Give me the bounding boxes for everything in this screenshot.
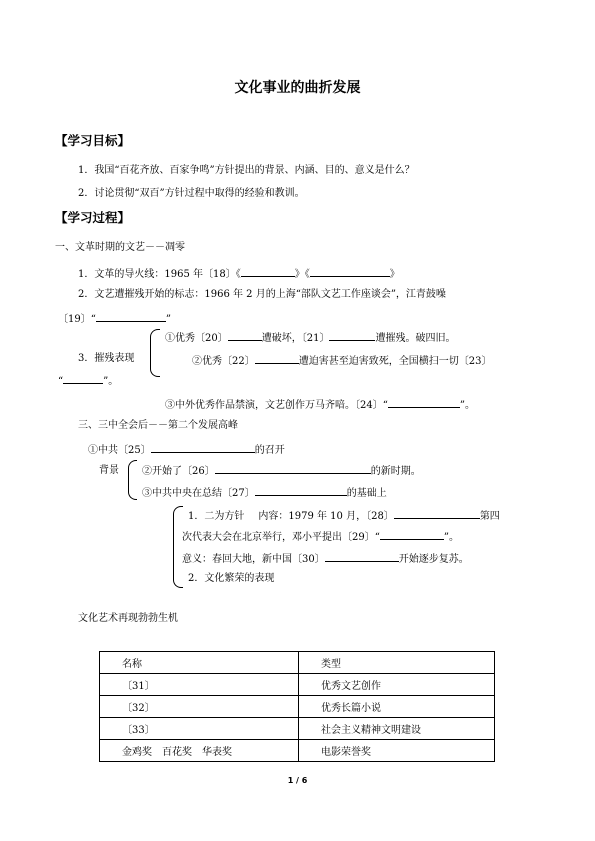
table-header-row xyxy=(100,652,495,674)
f3-text-a: 意义：春回大地，新中国〔30〕 xyxy=(182,554,325,565)
cell-name[interactable]: 〔33〕 xyxy=(100,718,299,740)
f1-text-b: 内容：1979 年 10 月，〔28〕 xyxy=(258,511,394,522)
cell-type: 优秀长篇小说 xyxy=(299,696,495,718)
blank-27[interactable] xyxy=(255,485,347,496)
table-row xyxy=(100,696,495,718)
f3-text-b: 开始逐步复苏。 xyxy=(398,554,469,565)
f2-text-a: 次代表大会在北京举行，邓小平提出〔29〕“ xyxy=(182,532,380,543)
process-heading: 【学习过程】 xyxy=(55,210,131,225)
f1-text-c: 第四 xyxy=(479,511,500,522)
b1-text-b: 遭破坏，〔21〕 xyxy=(261,333,330,344)
line1-text-b: 》《 xyxy=(294,269,310,280)
bullet-1 xyxy=(165,330,455,345)
bg-label: 背景 xyxy=(99,465,119,476)
b1-text-c: 遭摧残。破四旧。 xyxy=(375,333,456,344)
bullet-2 xyxy=(192,353,491,368)
brace-flourish xyxy=(173,506,183,588)
part1-line2-cont xyxy=(58,311,171,326)
cell-name[interactable]: 〔32〕 xyxy=(100,696,299,718)
bullet-2-cont xyxy=(58,373,118,388)
brace-background xyxy=(128,460,137,500)
b3-text-a: ③中外优秀作品禁演，文艺创作万马齐喑。〔24〕“ xyxy=(165,400,388,411)
blank-19[interactable] xyxy=(96,311,166,322)
awards-caption: 文化艺术再现勃勃生机 xyxy=(78,613,178,624)
flourish-line-1 xyxy=(188,508,500,523)
f2-text-b: ”。 xyxy=(443,532,459,543)
b2-cont-b: ”。 xyxy=(103,376,119,387)
p2-text-b: 的新时期。 xyxy=(370,466,421,477)
blank-30[interactable] xyxy=(325,551,399,562)
blank-18b[interactable] xyxy=(310,266,390,277)
line1-text-a: 1．文革的导火线：1965 年〔18〕《 xyxy=(78,269,241,280)
blank-20[interactable] xyxy=(228,330,262,341)
goals-heading: 【学习目标】 xyxy=(55,133,131,148)
table-row xyxy=(100,718,495,740)
bg-item-3 xyxy=(142,485,387,500)
blank-22[interactable] xyxy=(255,353,299,364)
p3-text-b: 的基础上 xyxy=(346,488,387,499)
blank-25[interactable] xyxy=(151,442,255,453)
goal-item-1: 1．我国“百花齐放、百家争鸣”方针提出的背景、内涵、目的、意义是什么？ xyxy=(78,165,415,176)
b3-text-b: ”。 xyxy=(459,400,475,411)
awards-table xyxy=(99,651,495,762)
part1-line2: 2．文艺遭摧残开始的标志：1966 年 2 月的上海“部队文艺工作座谈会”，江青鼓噪 xyxy=(78,289,446,300)
item3-label: 3．摧残表现 xyxy=(78,353,135,364)
table-row xyxy=(100,674,495,696)
table-row xyxy=(100,740,495,762)
header-name: 名称 xyxy=(100,652,299,674)
flourish-line-4: 2．文化繁荣的表现 xyxy=(188,573,275,584)
b1-text-a: ①优秀〔20〕 xyxy=(165,333,228,344)
blank-24[interactable] xyxy=(388,397,460,408)
b2-text-b: 遭迫害甚至迫害致死，全国横扫一切〔23〕 xyxy=(298,356,492,367)
cell-name[interactable]: 〔31〕 xyxy=(100,674,299,696)
blank-21[interactable] xyxy=(329,330,375,341)
cell-type: 电影荣誉奖 xyxy=(299,740,495,762)
blank-18a[interactable] xyxy=(241,266,295,277)
blank-23[interactable] xyxy=(63,373,103,384)
goal-item-2: 2．讨论贯彻“双百”方针过程中取得的经验和教训。 xyxy=(78,188,305,199)
line2-text-b: 〔19〕“ xyxy=(58,314,96,325)
flourish-line-3 xyxy=(182,551,469,566)
line1-text-c: 》 xyxy=(389,269,400,280)
brace-destruction xyxy=(150,329,160,377)
p1-text-a: ①中共〔25〕 xyxy=(88,445,151,456)
blank-26[interactable] xyxy=(215,463,371,474)
p2-text-a: ②开始了〔26〕 xyxy=(142,466,215,477)
header-type: 类型 xyxy=(299,652,495,674)
cell-type: 社会主义精神文明建设 xyxy=(299,718,495,740)
blank-28[interactable] xyxy=(394,508,480,519)
cell-type: 优秀文艺创作 xyxy=(299,674,495,696)
line2-text-c: ” xyxy=(165,314,171,325)
bg-item-1 xyxy=(88,442,285,457)
p1-text-b: 的召开 xyxy=(254,445,285,456)
page-title: 文化事业的曲折发展 xyxy=(234,80,361,96)
b2-cont-a: “ xyxy=(58,376,64,387)
p3-text-a: ③中共中央在总结〔27〕 xyxy=(142,488,255,499)
flourish-line-2 xyxy=(182,529,459,544)
b2-text-a: ②优秀〔22〕 xyxy=(192,356,255,367)
cell-name: 金鸡奖 百花奖 华表奖 xyxy=(100,740,299,762)
blank-29[interactable] xyxy=(380,529,444,540)
f1-text-a: 1．二为方针 xyxy=(188,511,245,522)
part1-line1 xyxy=(78,266,400,281)
part1-title: 一、文革时期的文艺－－凋零 xyxy=(55,242,185,253)
bullet-3 xyxy=(165,397,475,412)
part2-title: 三、三中全会后－－第二个发展高峰 xyxy=(78,420,238,431)
bg-item-2 xyxy=(142,463,421,478)
page-number: 1 / 6 xyxy=(287,776,308,785)
